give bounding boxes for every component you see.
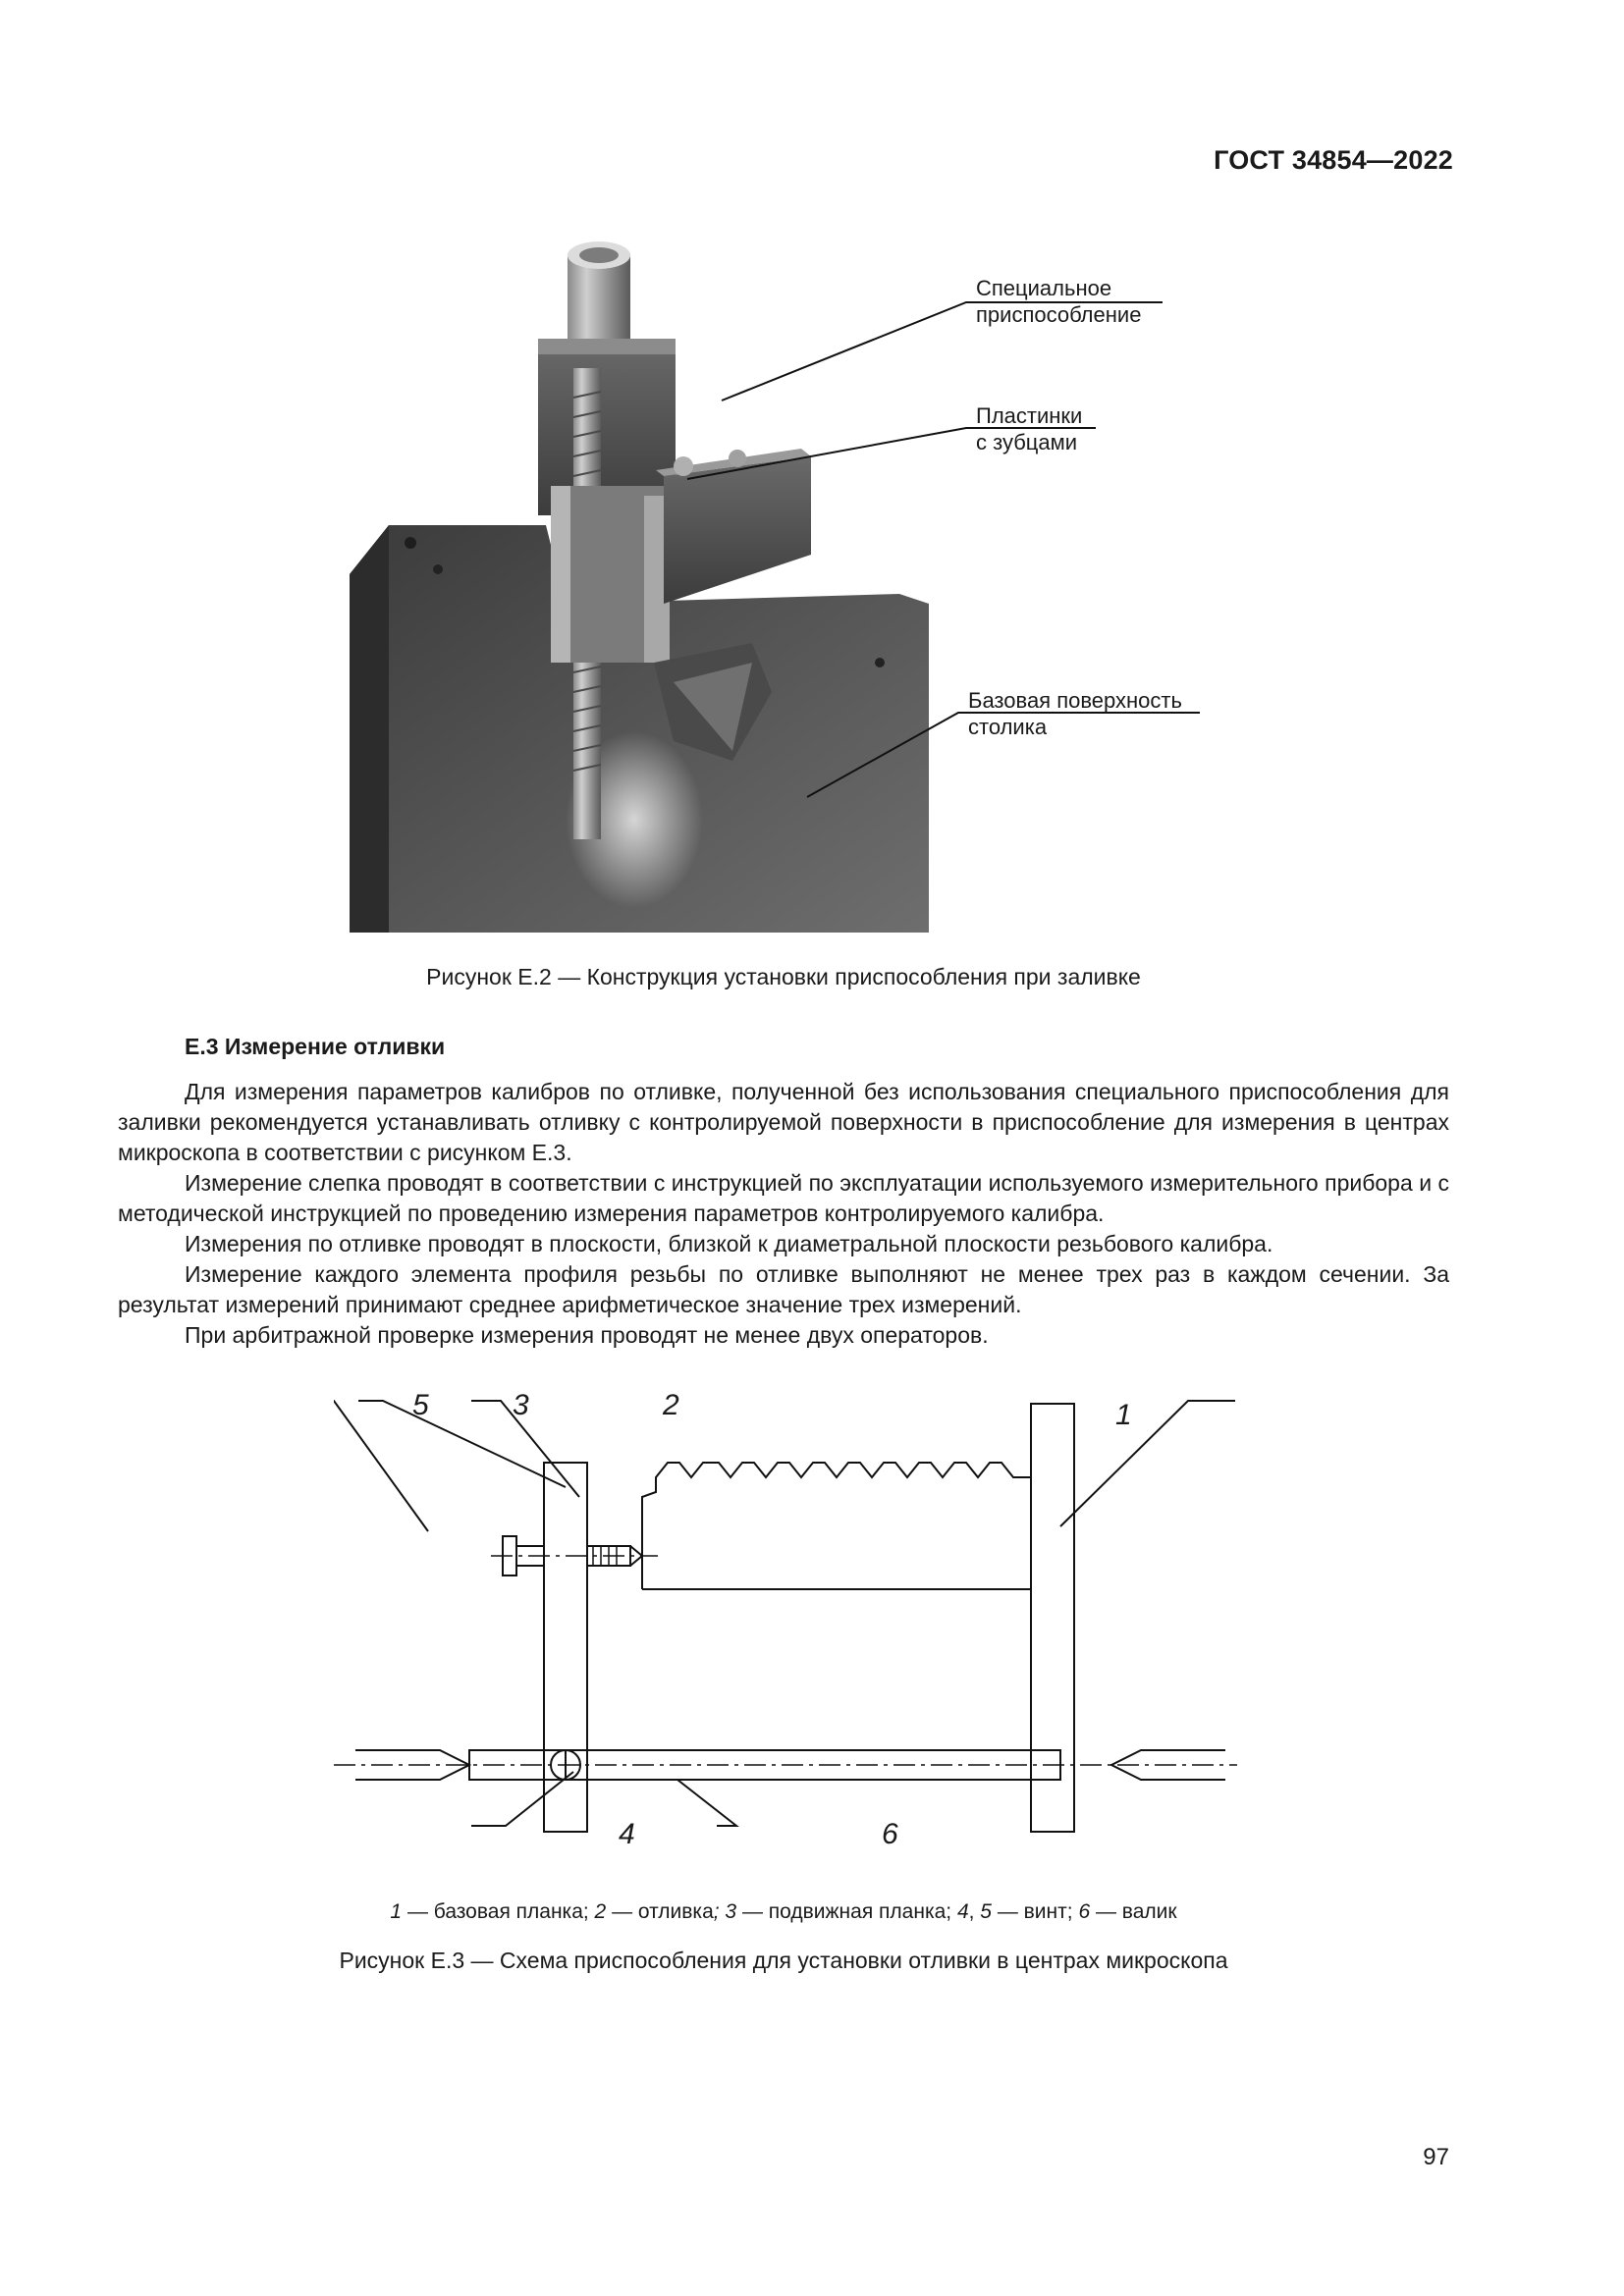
callout-2: 2 — [663, 1389, 679, 1421]
legend-key-2: 2 — [594, 1900, 607, 1923]
document-code: ГОСТ 34854—2022 — [1214, 145, 1453, 175]
page-number: 97 — [1423, 2144, 1449, 2170]
legend-text-3: — подвижная планка; — [736, 1900, 957, 1923]
legend-text-5: — винт; — [991, 1900, 1079, 1923]
figure-e3-diagram — [334, 1379, 1237, 1850]
callout-1: 1 — [1115, 1399, 1132, 1431]
legend-sep: , — [968, 1900, 981, 1923]
figure-e3-caption: Рисунок Е.3 — Схема приспособления для установки отливки в центрах микроскопа — [339, 1948, 1228, 1973]
paragraph-2: Измерение слепка проводят в соответствии с инструкцией по эксплуатации используемого измерительного прибора и с методической инструкцией по проведению измерения параметров контролируемого калибра. — [118, 1170, 1449, 1226]
label-special-device: Специальное приспособление — [976, 276, 1142, 327]
legend-key-3: ; 3 — [713, 1900, 737, 1923]
callout-3: 3 — [513, 1389, 529, 1421]
figure-e3-legend — [118, 1900, 1449, 1924]
legend-key-1: 1 — [390, 1900, 403, 1923]
legend-text-1: — базовая планка; — [402, 1900, 595, 1923]
base-plank-1 — [1031, 1404, 1074, 1832]
paragraph-1: Для измерения параметров калибров по отливке, полученной без использования специального приспособления для заливки рекомендуется устанавливать отливку с контролируемой поверхности в приспособление для измерения в центрах микроскопа в соответствии с рисунком Е.3. — [118, 1079, 1449, 1165]
casting-2 — [642, 1463, 1031, 1589]
legend-key-6: 6 — [1078, 1900, 1091, 1923]
callout-6: 6 — [882, 1818, 898, 1850]
figure-e2-caption: Рисунок Е.2 — Конструкция установки приспособления при заливке — [426, 964, 1141, 989]
figure-e2-photo — [350, 231, 1253, 957]
callout-4: 4 — [619, 1818, 635, 1850]
label-base-surface: Базовая поверхность столика — [968, 688, 1182, 739]
paragraph-5: При арбитражной проверке измерения проводят не менее двух операторов. — [185, 1322, 989, 1348]
legend-key-5: 5 — [980, 1900, 992, 1923]
legend-text-2: — отливка — [606, 1900, 714, 1923]
legend-key-4: 4 — [956, 1900, 969, 1923]
section-title: Е.3 Измерение отливки — [185, 1034, 446, 1059]
legend-text-6: — валик — [1090, 1900, 1177, 1923]
label-plates: Пластинки с зубцами — [976, 403, 1083, 454]
callout-5: 5 — [412, 1389, 429, 1421]
paragraph-4: Измерение каждого элемента профиля резьбы по отливке выполняют не менее трех раз в каждом сечении. За результат измерений принимают среднее арифметическое значение трех измерений. — [118, 1261, 1449, 1317]
paragraph-3: Измерения по отливке проводят в плоскости, близкой к диаметральной плоскости резьбового калибра. — [185, 1231, 1273, 1256]
